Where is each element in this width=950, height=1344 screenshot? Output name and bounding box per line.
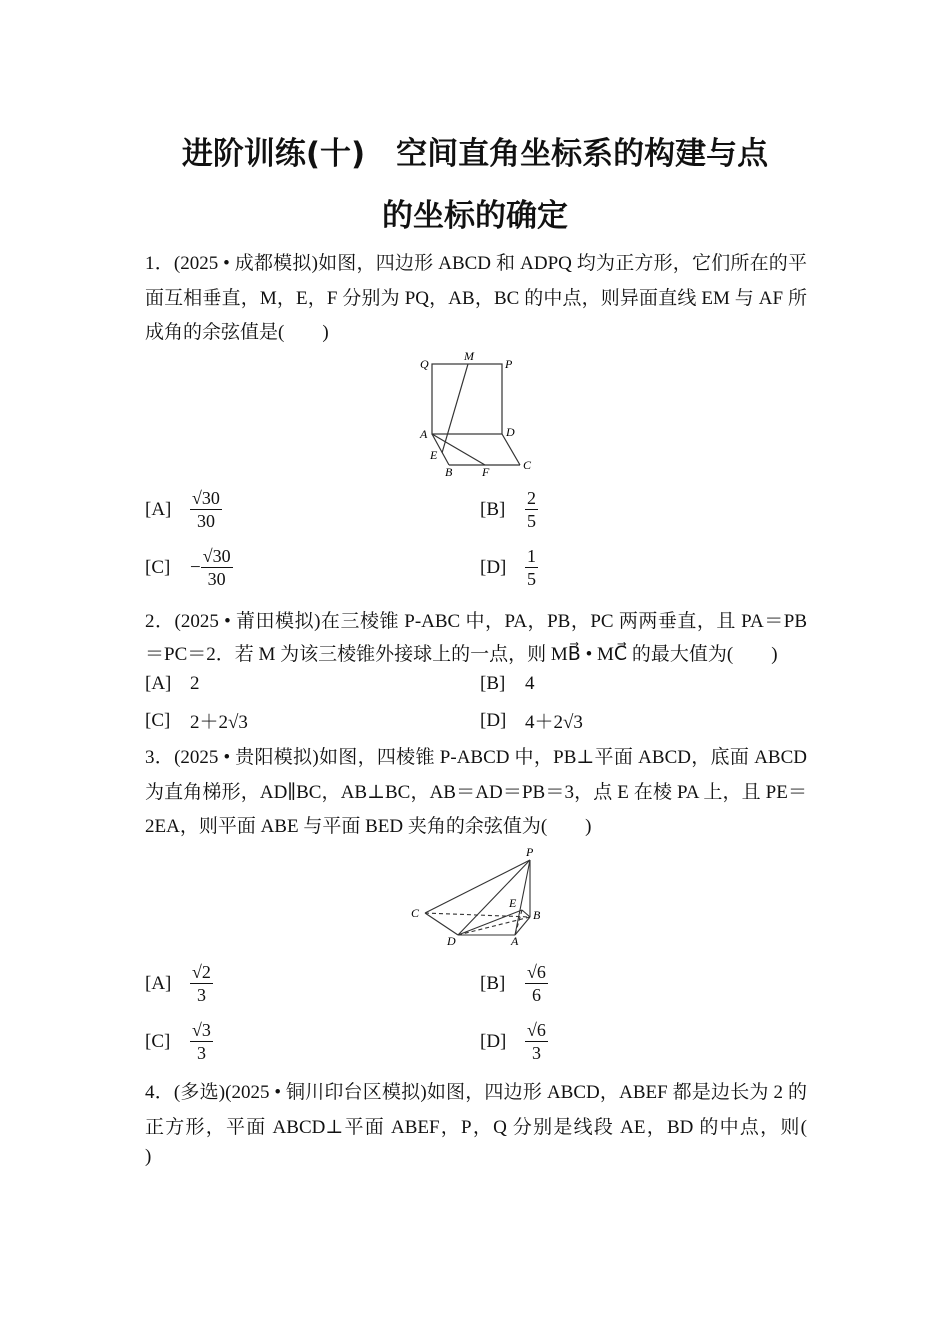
fraction	[525, 1019, 548, 1064]
fraction	[525, 545, 538, 590]
option-label: [A]	[145, 673, 172, 694]
fig-label: A	[511, 934, 519, 948]
q2-text: ＝PC＝2．若 M 为该三棱锥外接球上的一点，则 MB⃗ • MC⃗ 的最大值为( )	[145, 644, 778, 665]
fig-label: B	[533, 908, 541, 922]
option-label: [A]	[145, 498, 172, 520]
fraction	[190, 961, 213, 1006]
q2-text: 2．(2025 • 莆田模拟)在三棱锥 P-ABC 中，PA，PB，PC 两两垂直，且 PA＝PB	[145, 611, 807, 632]
fig-label: P	[505, 357, 513, 371]
fig-label: C	[523, 458, 532, 472]
fig-label: P	[526, 845, 534, 859]
option-label: [B]	[480, 972, 506, 994]
q1-option-a[interactable]	[145, 487, 222, 532]
fraction	[190, 487, 222, 532]
denominator: 3	[196, 985, 206, 1005]
fraction	[525, 961, 548, 1006]
denominator: 6	[531, 985, 541, 1005]
option-label: [D]	[480, 1030, 507, 1052]
q3-figure	[405, 845, 555, 950]
q1-text: 成角的余弦值是( )	[145, 322, 329, 343]
option-text: 4	[525, 673, 535, 694]
denominator: 30	[207, 569, 226, 589]
numerator: √6	[527, 1020, 546, 1040]
fig-label: D	[447, 934, 456, 948]
numerator: √3	[192, 1020, 211, 1040]
option-label: [A]	[145, 972, 172, 994]
denominator: 3	[531, 1043, 541, 1063]
denominator: 5	[527, 511, 536, 531]
option-label: [C]	[145, 556, 171, 578]
q1-option-c[interactable]	[145, 545, 233, 590]
option-text: 4＋2√3	[525, 712, 583, 733]
fig-label: C	[411, 906, 420, 920]
fig-label: Q	[420, 357, 429, 371]
q4-text: 正方形，平面 ABCD⊥平面 ABEF，P，Q 分别是线段 AE，BD 的中点，则(	[145, 1117, 807, 1138]
option-label: [C]	[145, 709, 171, 731]
q1-text: 面互相垂直，M，E，F 分别为 PQ，AB，BC 的中点，则异面直线 EM 与 AF 所	[145, 288, 807, 309]
option-label: [B]	[480, 673, 506, 694]
option-label: [C]	[145, 1030, 171, 1052]
fig-label: A	[420, 427, 428, 441]
option-text: 2＋2√3	[190, 712, 248, 733]
q3-text: 3．(2025 • 贵阳模拟)如图，四棱锥 P-ABCD 中，PB⊥平面 ABCD，底面 ABCD	[145, 747, 807, 768]
q1-figure	[410, 345, 550, 477]
fig-label: E	[509, 896, 517, 910]
numerator: √30	[192, 488, 220, 508]
q3-option-b[interactable]	[480, 961, 548, 1006]
denominator: 5	[527, 569, 536, 589]
fraction	[190, 1019, 213, 1064]
option-label: [B]	[480, 498, 506, 520]
q4-text: 4．(多选)(2025 • 铜川印台区模拟)如图，四边形 ABCD，ABEF 都是边长为 2 的	[145, 1082, 807, 1103]
q2-option-d[interactable]	[480, 707, 583, 734]
q1-option-d[interactable]	[480, 545, 538, 590]
q4-text: )	[145, 1146, 152, 1167]
q1-option-b[interactable]	[480, 487, 538, 532]
numerator: √30	[202, 546, 231, 566]
numerator: √6	[527, 962, 546, 982]
option-label: [D]	[480, 709, 507, 731]
denominator: 30	[196, 511, 215, 531]
q2-option-a[interactable]	[145, 673, 200, 695]
q3-option-a[interactable]	[145, 961, 213, 1006]
title-line-1: 进阶训练(十) 空间直角坐标系的构建与点	[181, 136, 769, 172]
numerator: 1	[527, 546, 536, 566]
q2-option-c[interactable]	[145, 707, 248, 734]
q3-text: 2EA，则平面 ABE 与平面 BED 夹角的余弦值为( )	[145, 816, 592, 837]
q1-text: 1．(2025 • 成都模拟)如图，四边形 ABCD 和 ADPQ 均为正方形，它们所在的平	[145, 253, 807, 274]
option-label: [D]	[480, 556, 507, 578]
fig-label: B	[445, 465, 453, 477]
fraction	[201, 545, 233, 590]
fig-label: E	[430, 448, 438, 462]
fraction	[525, 487, 538, 532]
q3-option-c[interactable]	[145, 1019, 213, 1064]
title-line-2: 的坐标的确定	[382, 198, 568, 234]
option-text: 2	[190, 673, 200, 694]
q2-option-b[interactable]	[480, 673, 535, 695]
denominator: 3	[196, 1043, 206, 1063]
minus-sign: −	[190, 556, 201, 578]
numerator: √2	[192, 962, 211, 982]
q3-option-d[interactable]	[480, 1019, 548, 1064]
fig-label: M	[464, 349, 474, 363]
numerator: 2	[527, 488, 536, 508]
q3-text: 为直角梯形，AD∥BC，AB⊥BC，AB＝AD＝PB＝3，点 E 在棱 PA 上，且 PE＝	[145, 782, 807, 803]
fig-label: F	[482, 465, 490, 477]
fig-label: D	[506, 425, 515, 439]
